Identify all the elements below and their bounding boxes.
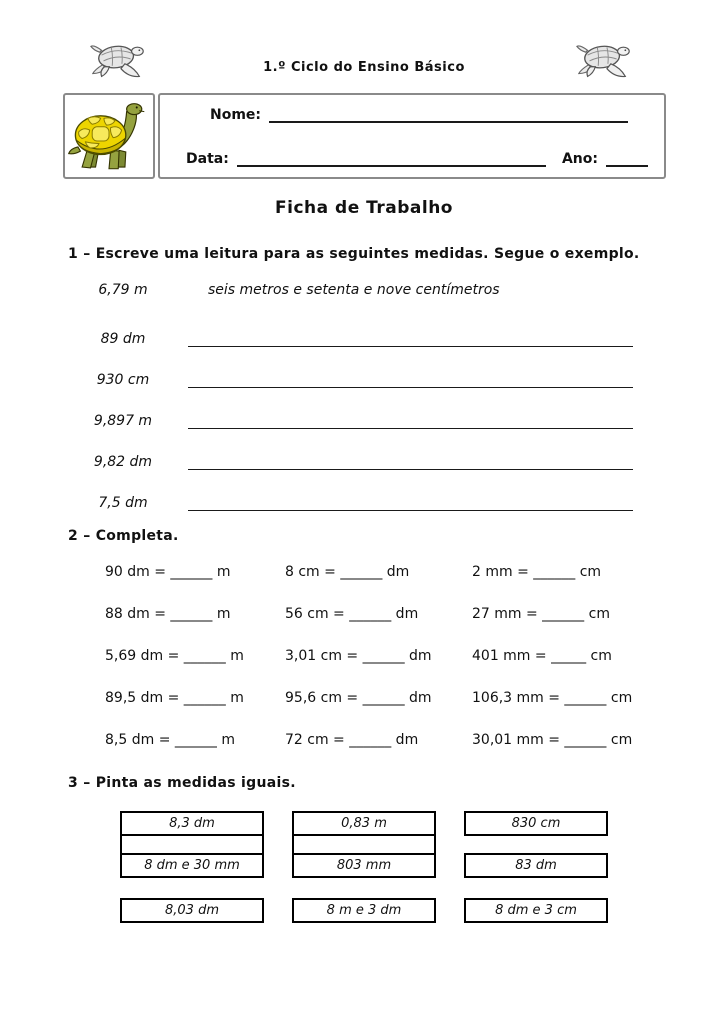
exercise-1-row: [68, 487, 668, 511]
conversion-item: 3,01 cm = ______ dm: [285, 648, 432, 664]
measure-label: 89 dm: [100, 331, 146, 347]
exercise-3-heading: 3 – Pinta as medidas iguais.: [68, 775, 296, 791]
conversion-item: 89,5 dm = ______ m: [105, 690, 244, 706]
conversion-item: 72 cm = ______ dm: [285, 732, 419, 748]
exercise-2-row: [105, 648, 668, 672]
id-fields: [158, 93, 666, 179]
conversion-item: 30,01 mm = ______ cm: [472, 732, 633, 748]
exercise-1-row: [68, 405, 668, 429]
answer-line: [188, 331, 633, 347]
answer-line: [188, 413, 633, 429]
measure-box: 803 mm: [292, 853, 436, 878]
measure-box: 830 cm: [464, 811, 608, 836]
exercise-1-row: [68, 364, 668, 388]
conversion-item: 5,69 dm = ______ m: [105, 648, 244, 664]
measure-box: 8 dm e 30 mm: [120, 853, 264, 878]
example-reading: seis metros e setenta e nove centímetros: [208, 282, 500, 298]
measure-box: 8 m e 3 dm: [292, 898, 436, 923]
exercise-1-row: [68, 446, 668, 470]
year-label: Ano:: [561, 151, 598, 167]
exercise-1-row: [68, 323, 668, 347]
example-measure: 6,79 m: [98, 282, 148, 298]
box-gap: [464, 878, 608, 898]
name-row: [186, 107, 648, 123]
conversion-item: 27 mm = ______ cm: [472, 606, 610, 622]
conversion-item: 88 dm = ______ m: [105, 606, 231, 622]
conversion-item: 8,5 dm = ______ m: [105, 732, 235, 748]
box-connector: [120, 836, 264, 853]
year-writing-line: [606, 152, 648, 167]
turtle-sketch-icon: [574, 36, 636, 82]
measure-box-column: [464, 811, 608, 923]
conversion-item: 2 mm = ______ cm: [472, 564, 602, 580]
exercise-2-row: [105, 690, 668, 714]
box-gap: [464, 836, 608, 853]
conversion-item: 401 mm = _____ cm: [472, 648, 612, 664]
conversion-item: 106,3 mm = ______ cm: [472, 690, 633, 706]
exercise-2: [68, 528, 668, 774]
worksheet-title: Ficha de Trabalho: [275, 198, 453, 218]
turtle-color-icon: [63, 93, 155, 179]
name-label: Nome:: [210, 107, 262, 123]
measure-label: 930 cm: [96, 372, 150, 388]
measure-box: 0,83 m: [292, 811, 436, 836]
date-writing-line: [237, 152, 546, 167]
school-cycle-title: 1.º Ciclo do Ensino Básico: [263, 60, 465, 75]
identification-box: [63, 93, 666, 179]
measure-label: 7,5 dm: [98, 495, 148, 511]
measure-box: 8,03 dm: [120, 898, 264, 923]
exercise-2-grid: [105, 564, 668, 756]
answer-line: [188, 454, 633, 470]
exercise-3-boxes: [120, 811, 668, 923]
conversion-item: 56 cm = ______ dm: [285, 606, 419, 622]
exercise-2-row: [105, 732, 668, 756]
date-label: Data:: [186, 151, 229, 167]
date-row: [186, 151, 648, 167]
measure-box-column: [292, 811, 436, 923]
measure-label: 9,82 dm: [93, 454, 153, 470]
box-connector: [292, 836, 436, 853]
conversion-item: 90 dm = ______ m: [105, 564, 231, 580]
conversion-item: 95,6 cm = ______ dm: [285, 690, 432, 706]
name-writing-line: [269, 108, 628, 123]
box-gap: [292, 878, 436, 898]
conversion-item: 8 cm = ______ dm: [285, 564, 410, 580]
answer-line: [188, 372, 633, 388]
answer-line: [188, 495, 633, 511]
measure-box: 8,3 dm: [120, 811, 264, 836]
exercise-2-heading: 2 – Completa.: [68, 528, 179, 544]
measure-box-column: [120, 811, 264, 923]
measure-box: 8 dm e 3 cm: [464, 898, 608, 923]
turtle-sketch-icon: [88, 36, 150, 82]
exercise-1: [68, 246, 668, 511]
exercise-1-example-row: [68, 282, 668, 306]
measure-label: 9,897 m: [93, 413, 153, 429]
exercise-2-row: [105, 606, 668, 630]
measure-box: 83 dm: [464, 853, 608, 878]
exercise-3: [68, 775, 668, 923]
box-gap: [120, 878, 264, 898]
exercise-1-heading: 1 – Escreve uma leitura para as seguintes medidas. Segue o exemplo.: [68, 246, 640, 262]
exercise-2-row: [105, 564, 668, 588]
